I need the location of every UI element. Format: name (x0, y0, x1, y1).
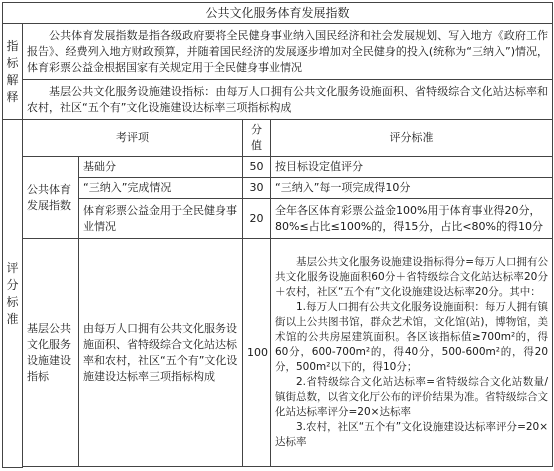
criteria-paragraph: 1.每万人口拥有公共文化服务设施面积：每万人拥有镇街以上公共图书馆，群众艺术馆，文化馆(站)，博物馆，美术馆的公共房屋建筑面积。各区该指标值≥700m²的，得60分，600-700m²的，得40分，500-600m²的，得20分，500m²以下的，得10分； (275, 301, 549, 374)
group1-row2-item: “三纳入”完成情况 (79, 178, 243, 199)
explanation-paragraph-1: 公共体育发展指数是指各级政府要将全民健身事业纳入国民经济和社会发展规划、写入地方《政府工作报告》、经费列入地方财政预算，并随着国民经济的发展逐步增加对全民健身的投入(统称为“三纳入”)情况，体育彩票公益金根据国家有关规定用于全民健身事业情况 (23, 24, 553, 80)
group1-row3-score: 20 (243, 199, 271, 239)
group1-row2-score: 30 (243, 178, 271, 199)
group2-name: 基层公共文化服务设施建设指标 (23, 239, 79, 467)
explanation-paragraph-2: 基层公共文化服务设施建设指标：由每万人口拥有公共文化服务设施面积、省特级综合文化站达标率和农村，社区“五个有”文化设施建设达标率三项指标构成 (23, 80, 553, 120)
criteria-paragraph: 2.省特级综合文化站达标率=省特级综合文化站数量/镇街总数，以省文化厅公布的评价结果为准。省特级综合文化站达标率评分=20×达标率 (275, 376, 549, 419)
explanation-label (3, 24, 23, 120)
group2-item: 由每万人口拥有公共文化服务设施面积、省特级综合文化站达标率和农村，社区“五个有”文化设施建设达标率三项指标构成 (79, 239, 243, 467)
group1-row3-item: 体育彩票公益金用于全民健身事业情况 (79, 199, 243, 239)
header-criteria: 评分标准 (271, 120, 553, 157)
explanation-label-text: 指标解释 (6, 38, 19, 104)
group1-row1-item: 基础分 (79, 157, 243, 178)
header-score: 分值 (243, 120, 271, 157)
group2-criteria (271, 239, 553, 467)
group1-row1-criteria: 按目标设定值评分 (271, 157, 553, 178)
header-item: 考评项 (23, 120, 243, 157)
table-title: 公共文化服务体育发展指数 (3, 3, 553, 24)
group2-score: 100 (243, 239, 271, 467)
group1-row3-criteria: 全年各区体育彩票公益金100%用于体育事业得20分，80%≤占比≤100%的，得15分，占比<80%的得10分 (271, 199, 553, 239)
criteria-paragraph: 3.农村，社区“五个有”文化设施建设达标率评分=20×达标率 (275, 421, 549, 449)
index-table (2, 2, 553, 468)
criteria-paragraph: 基层公共文化服务设施建设指标得分=每万人口拥有公共文化服务设施面积60分＋省特级综合文化站达标率20分＋农村，社区“五个有”文化设施建设达标率20分。其中： (275, 256, 549, 299)
group1-row2-criteria: “三纳入”每一项完成得10分 (271, 178, 553, 199)
scoring-label-text: 评分标准 (6, 260, 19, 326)
scoring-label (3, 120, 23, 468)
group1-row1-score: 50 (243, 157, 271, 178)
group1-name: 公共体育发展指数 (23, 157, 79, 239)
